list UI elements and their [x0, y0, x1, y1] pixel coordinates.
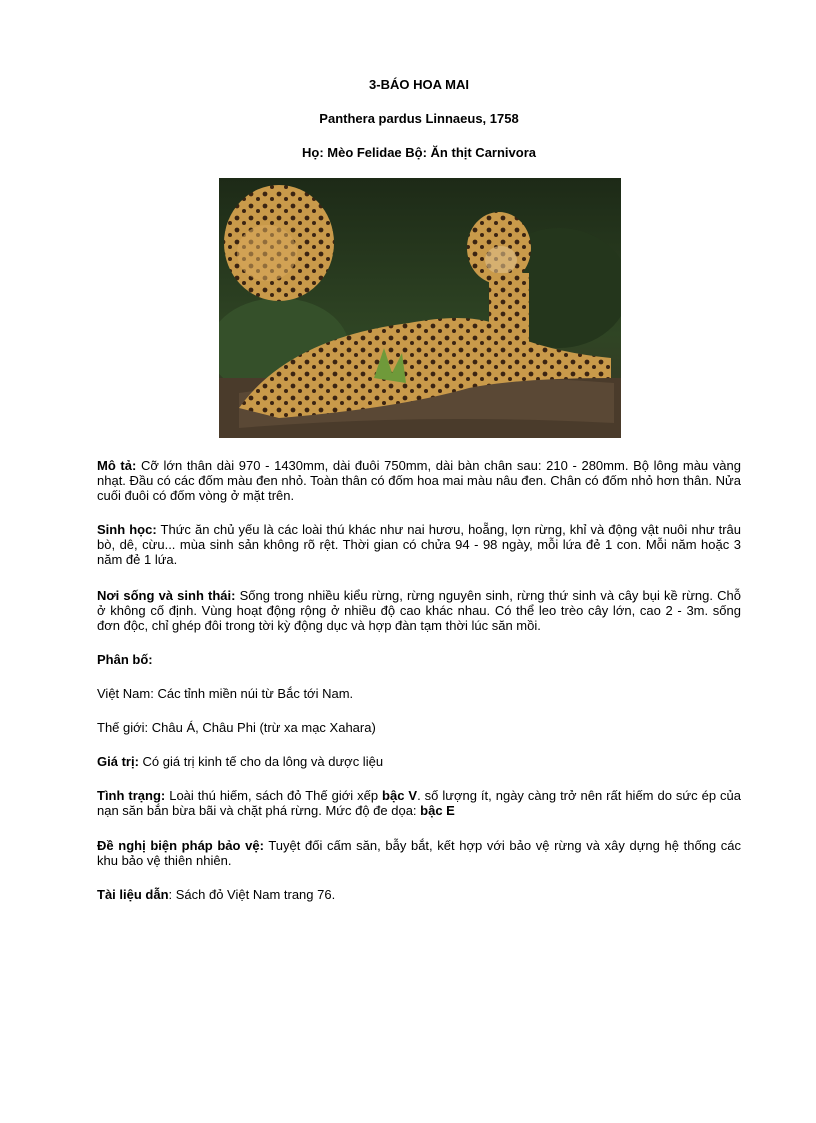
gia-tri-paragraph: [97, 754, 741, 769]
the-gioi-line: Thế giới: Châu Á, Châu Phi (trừ xa mạc Xahara): [97, 720, 376, 735]
tinh-trang-text-2: . số lượng ít, ngày càng trở nên rất hiếm do sức ép của nạn săn bắn bừa bãi và chặt phá rừng. Mức độ đe dọa:: [97, 788, 741, 818]
noi-song-label: Nơi sống và sinh thái:: [97, 588, 236, 603]
gia-tri-label: Giá trị:: [97, 754, 139, 769]
noi-song-text: Sống trong nhiều kiểu rừng, rừng nguyên sinh, rừng thứ sinh và cây bụi kề rừng. Chỗ ở không cố định. Vùng hoạt động rộng ở nhiều độ cao khác nhau. Có thể leo trèo cây lớn, cao 2 - 3m. sống đơn độc, chỉ ghép đôi trong tời kỳ động dục và hợp đàn tạm thời lúc săn mồi.: [97, 588, 741, 633]
de-nghi-label: Đề nghị biện pháp bảo vệ:: [97, 838, 264, 853]
tinh-trang-bold-1: bậc V: [382, 788, 418, 803]
sinh-hoc-text: Thức ăn chủ yếu là các loài thú khác như nai hươu, hoẵng, lợn rừng, khỉ và động vật nuôi như trâu bò, dê, cừu... mùa sinh sản không rõ rệt. Thời gian có chửa 94 - 98 ngày, mỗi lứa đẻ 1 con. Mỗi năm hoặc 3 năm đẻ 1 lứa.: [97, 522, 742, 567]
noi-song-paragraph: [97, 588, 741, 633]
tai-lieu-text: : Sách đỏ Việt Nam trang 76.: [168, 887, 336, 902]
mo-ta-label: Mô tả:: [97, 458, 137, 473]
tinh-trang-text-1: Loài thú hiếm, sách đỏ Thế giới xếp: [165, 788, 383, 803]
mo-ta-text: Cỡ lớn thân dài 970 - 1430mm, dài đuôi 750mm, dài bàn chân sau: 210 - 280mm. Bộ lông màu vàng nhạt. Đầu có các đốm màu đen nhỏ. Toàn thân có đốm hoa mai màu nâu đen. Chân có đốm nhỏ hơn thân. Nửa cuối đuôi có đốm vòng ở mặt trên.: [97, 458, 741, 503]
species-title: 3-BÁO HOA MAI: [369, 77, 469, 92]
tai-lieu-paragraph: [97, 887, 741, 902]
tinh-trang-label: Tình trạng:: [97, 788, 166, 803]
tinh-trang-bold-2: bậc E: [420, 803, 455, 818]
leopard-photo: [219, 178, 621, 438]
phan-bo-heading: [97, 652, 741, 667]
mo-ta-paragraph: [97, 458, 741, 503]
viet-nam-line: Việt Nam: Các tỉnh miền núi từ Bắc tới Nam.: [97, 686, 354, 701]
sinh-hoc-label: Sinh học:: [97, 522, 157, 537]
phan-bo-label: Phân bố:: [97, 652, 153, 667]
sinh-hoc-paragraph: [97, 522, 741, 567]
taxonomy-line: Họ: Mèo Felidae Bộ: Ăn thịt Carnivora: [301, 145, 536, 160]
tinh-trang-paragraph: [97, 788, 741, 818]
de-nghi-text: Tuyệt đối cấm săn, bẫy bắt, kết hợp với bảo vệ rừng và xây dựng hệ thống các khu bảo vệ thiên nhiên.: [97, 838, 742, 868]
tai-lieu-label: Tài liệu dẫn: [97, 887, 169, 902]
de-nghi-paragraph: [97, 838, 741, 868]
gia-tri-text: Có giá trị kinh tế cho da lông và dược liệu: [138, 754, 384, 769]
scientific-name: Panthera pardus Linnaeus, 1758: [319, 111, 519, 126]
